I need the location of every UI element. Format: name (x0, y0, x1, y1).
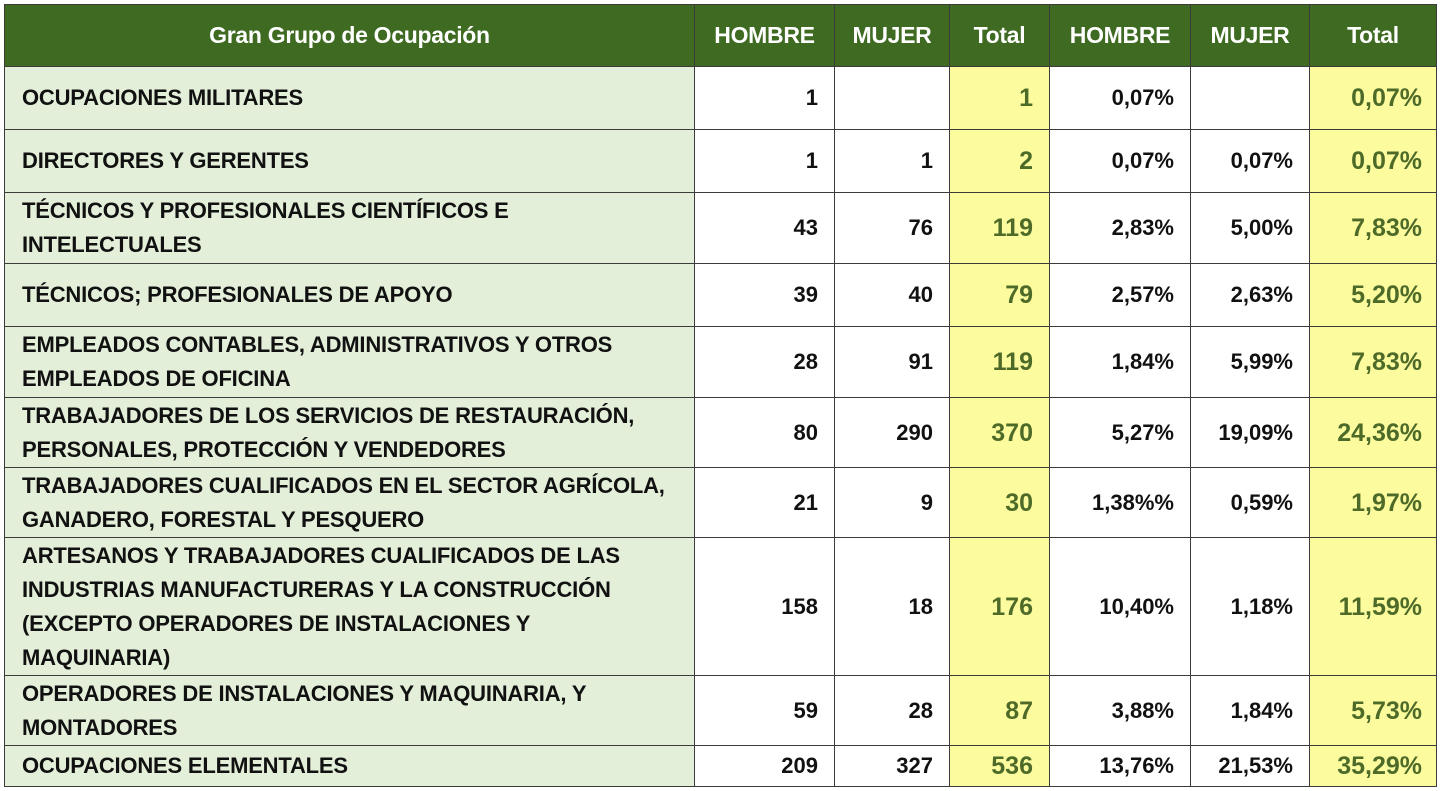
total-pct-cell: 0,07% (1310, 130, 1437, 193)
row-label: OPERADORES DE INSTALACIONES Y MAQUINARIA, Y MONTADORES (5, 676, 695, 746)
total-pct-cell: 5,20% (1310, 264, 1437, 327)
total-count-cell: 119 (950, 327, 1050, 398)
total-count-cell: 176 (950, 538, 1050, 676)
total-count-cell: 2 (950, 130, 1050, 193)
hombre-pct-cell: 1,84% (1050, 327, 1191, 398)
hombre-pct-cell: 3,88% (1050, 676, 1191, 746)
total-count-cell: 119 (950, 193, 1050, 264)
total-pct-cell: 35,29% (1310, 746, 1437, 787)
header-total-pct: Total (1310, 5, 1437, 67)
mujer-count-cell: 290 (835, 398, 950, 468)
total-count-cell: 1 (950, 67, 1050, 130)
table-row (5, 468, 1437, 538)
mujer-count-cell: 76 (835, 193, 950, 264)
hombre-count-cell: 80 (695, 398, 835, 468)
mujer-pct-cell: 5,00% (1191, 193, 1310, 264)
hombre-count-cell: 1 (695, 130, 835, 193)
row-label: TRABAJADORES CUALIFICADOS EN EL SECTOR AGRÍCOLA, GANADERO, FORESTAL Y PESQUERO (5, 468, 695, 538)
hombre-pct-cell: 10,40% (1050, 538, 1191, 676)
table-header (5, 5, 1437, 67)
row-label: OCUPACIONES MILITARES (5, 67, 695, 130)
mujer-pct-cell: 19,09% (1191, 398, 1310, 468)
table-row (5, 746, 1437, 787)
hombre-pct-cell: 0,07% (1050, 130, 1191, 193)
hombre-pct-cell: 2,57% (1050, 264, 1191, 327)
header-total-count: Total (950, 5, 1050, 67)
mujer-count-cell: 327 (835, 746, 950, 787)
table-row (5, 264, 1437, 327)
mujer-count-cell: 91 (835, 327, 950, 398)
row-label: ARTESANOS Y TRABAJADORES CUALIFICADOS DE LAS INDUSTRIAS MANUFACTURERAS Y LA CONSTRUCCIÓN (EXCEPTO OPERADORES DE INSTALACIONES Y MAQUINARIA) (5, 538, 695, 676)
header-hombre-pct: HOMBRE (1050, 5, 1191, 67)
hombre-count-cell: 43 (695, 193, 835, 264)
table-row (5, 67, 1437, 130)
mujer-count-cell: 28 (835, 676, 950, 746)
row-label: TÉCNICOS; PROFESIONALES DE APOYO (5, 264, 695, 327)
table-row (5, 538, 1437, 676)
total-pct-cell: 0,07% (1310, 67, 1437, 130)
table-row (5, 327, 1437, 398)
mujer-pct-cell: 2,63% (1191, 264, 1310, 327)
mujer-count-cell: 18 (835, 538, 950, 676)
hombre-pct-cell: 5,27% (1050, 398, 1191, 468)
mujer-pct-cell: 1,18% (1191, 538, 1310, 676)
table-row (5, 193, 1437, 264)
row-label: DIRECTORES Y GERENTES (5, 130, 695, 193)
mujer-pct-cell: 21,53% (1191, 746, 1310, 787)
header-group-label: Gran Grupo de Ocupación (5, 5, 695, 67)
hombre-count-cell: 1 (695, 67, 835, 130)
row-label: EMPLEADOS CONTABLES, ADMINISTRATIVOS Y OTROS EMPLEADOS DE OFICINA (5, 327, 695, 398)
header-hombre-count: HOMBRE (695, 5, 835, 67)
hombre-count-cell: 209 (695, 746, 835, 787)
hombre-pct-cell: 0,07% (1050, 67, 1191, 130)
hombre-count-cell: 39 (695, 264, 835, 327)
total-pct-cell: 5,73% (1310, 676, 1437, 746)
table-row (5, 130, 1437, 193)
row-label: OCUPACIONES ELEMENTALES (5, 746, 695, 787)
total-pct-cell: 11,59% (1310, 538, 1437, 676)
total-count-cell: 87 (950, 676, 1050, 746)
total-count-cell: 30 (950, 468, 1050, 538)
mujer-pct-cell (1191, 67, 1310, 130)
mujer-count-cell: 9 (835, 468, 950, 538)
header-mujer-count: MUJER (835, 5, 950, 67)
hombre-pct-cell: 13,76% (1050, 746, 1191, 787)
total-pct-cell: 1,97% (1310, 468, 1437, 538)
table-body (5, 67, 1437, 787)
hombre-count-cell: 28 (695, 327, 835, 398)
table-row (5, 398, 1437, 468)
total-pct-cell: 24,36% (1310, 398, 1437, 468)
hombre-count-cell: 59 (695, 676, 835, 746)
mujer-count-cell: 1 (835, 130, 950, 193)
mujer-pct-cell: 0,07% (1191, 130, 1310, 193)
table-row (5, 676, 1437, 746)
header-row (5, 5, 1437, 67)
hombre-pct-cell: 1,38%% (1050, 468, 1191, 538)
total-count-cell: 79 (950, 264, 1050, 327)
hombre-count-cell: 158 (695, 538, 835, 676)
row-label: TRABAJADORES DE LOS SERVICIOS DE RESTAURACIÓN, PERSONALES, PROTECCIÓN Y VENDEDORES (5, 398, 695, 468)
mujer-pct-cell: 5,99% (1191, 327, 1310, 398)
header-mujer-pct: MUJER (1191, 5, 1310, 67)
mujer-count-cell: 40 (835, 264, 950, 327)
mujer-pct-cell: 0,59% (1191, 468, 1310, 538)
mujer-pct-cell: 1,84% (1191, 676, 1310, 746)
hombre-pct-cell: 2,83% (1050, 193, 1191, 264)
occupation-table (4, 4, 1437, 787)
mujer-count-cell (835, 67, 950, 130)
total-pct-cell: 7,83% (1310, 327, 1437, 398)
total-count-cell: 536 (950, 746, 1050, 787)
total-count-cell: 370 (950, 398, 1050, 468)
total-pct-cell: 7,83% (1310, 193, 1437, 264)
row-label: TÉCNICOS Y PROFESIONALES CIENTÍFICOS E INTELECTUALES (5, 193, 695, 264)
hombre-count-cell: 21 (695, 468, 835, 538)
